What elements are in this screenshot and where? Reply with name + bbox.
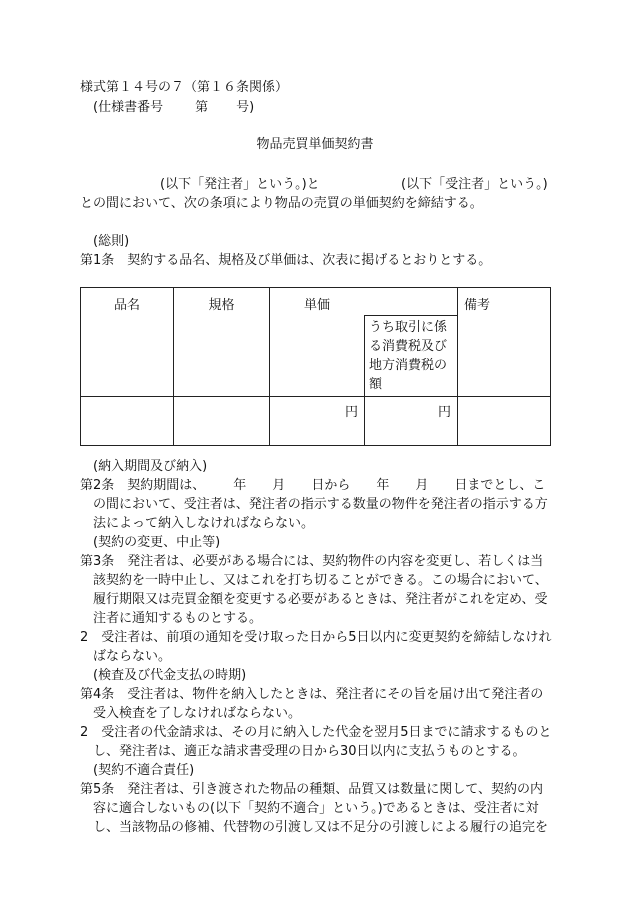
- a2-day-from: 日から: [311, 478, 351, 493]
- article-5-line-1: 第5条 発注者は、引き渡された物品の種類、品質又は数量に関して、契約の内: [80, 782, 544, 797]
- a2-month-2: 月: [415, 478, 429, 493]
- intro-contractor: (以下「受注者」という。): [401, 177, 548, 192]
- tax-header-line-1: うち取引に係: [369, 320, 448, 335]
- tax-header-line-4: 額: [369, 377, 383, 392]
- article-4-line-1: 第4条 受注者は、物件を納入したときは、発注者にその旨を届け出て発注者の: [80, 687, 544, 702]
- tax-header-line-2: る消費税及び: [369, 339, 448, 354]
- article-5-line-3: し、当該物品の修補、代替物の引渡し又は不足分の引渡しによる履行の追完を: [93, 820, 549, 835]
- header-remarks: 備考: [458, 288, 551, 397]
- cell-remarks: [458, 397, 551, 446]
- article-3-line-1: 第3条 発注者は、必要がある場合には、契約物件の内容を変更し、若しくは当: [80, 554, 544, 569]
- a2-month-1: 月: [272, 478, 286, 493]
- article-4-para-2-line-2: し、発注者は、適正な請求書受理の日から30日以内に支払うものとする。: [93, 744, 526, 759]
- intro-orderer: (以下「発注者」という。)と: [160, 177, 320, 192]
- heading-inspection: (検査及び代金支払の時期): [93, 668, 247, 683]
- spec-number-dai: 第: [195, 100, 209, 115]
- article-2-line-2: の間において、受注者は、発注者の指示する数量の物件を発注者の指示する方: [93, 497, 548, 512]
- article-3-line-3: 履行期限又は売買金額を変更する必要があるときは、発注者がこれを定め、受: [93, 592, 548, 607]
- article-4-para-2-line-1: 2 受注者の代金請求は、その月に納入した代金を翌月5日までに請求するものと: [80, 725, 552, 740]
- spec-number-open: (仕様書番号: [93, 100, 164, 115]
- a2-day-to: 日までとし、こ: [454, 478, 546, 493]
- article-1: 第1条 契約する品名、規格及び単価は、次表に掲げるとおりとする。: [80, 253, 492, 268]
- cell-unit-price: 円: [270, 397, 365, 446]
- article-4-line-2: 受入検査を了しなければならない。: [93, 706, 302, 721]
- article-3-line-4: 注者に通知するものとする。: [93, 611, 263, 626]
- article-3-para-2-line-2: ばならない。: [93, 649, 172, 664]
- intro-line-2: との間において、次の条項により物品の売買の単価契約を締結する。: [80, 196, 483, 211]
- header-item-name: 品名: [81, 288, 174, 397]
- article-5-line-2: 容に適合しないもの(以下「契約不適合」という。)であるときは、受注者に対: [93, 801, 539, 816]
- cell-tax-amount: 円: [365, 397, 458, 446]
- cell-spec: [174, 397, 270, 446]
- heading-delivery: (納入期間及び納入): [93, 459, 208, 474]
- tax-header-line-3: 地方消費税の: [369, 358, 448, 373]
- cell-item-name: [81, 397, 174, 446]
- a2-text-a: 第2条 契約期間は、: [80, 478, 206, 493]
- header-tax-amount: [365, 316, 458, 397]
- form-number: 様式第１４号の７（第１６条関係）: [80, 80, 289, 95]
- unit-price-header-blank: [270, 316, 365, 397]
- article-3-line-2: 該契約を一時中止し、又はこれを打ち切ることができる。この場合において、: [93, 573, 548, 588]
- article-2-line-3: 法によって納入しなければならない。: [93, 516, 315, 531]
- heading-general: (総則): [93, 234, 130, 249]
- heading-nonconformity: (契約不適合責任): [93, 763, 195, 778]
- page-title: 物品売買単価契約書: [256, 137, 374, 152]
- a2-year-1: 年: [233, 478, 247, 493]
- article-2-line-1: [80, 477, 545, 495]
- header-spec: 規格: [174, 288, 270, 397]
- header-unit-price: 単価: [270, 288, 458, 316]
- spec-number-line: [93, 99, 254, 117]
- article-3-para-2-line-1: 2 受注者は、前項の通知を受け取った日から5日以内に変更契約を締結しなけれ: [80, 630, 552, 645]
- spec-number-go: 号): [236, 100, 255, 115]
- item-price-table: [80, 287, 551, 446]
- a2-year-2: 年: [376, 478, 390, 493]
- heading-change: (契約の変更、中止等): [93, 535, 221, 550]
